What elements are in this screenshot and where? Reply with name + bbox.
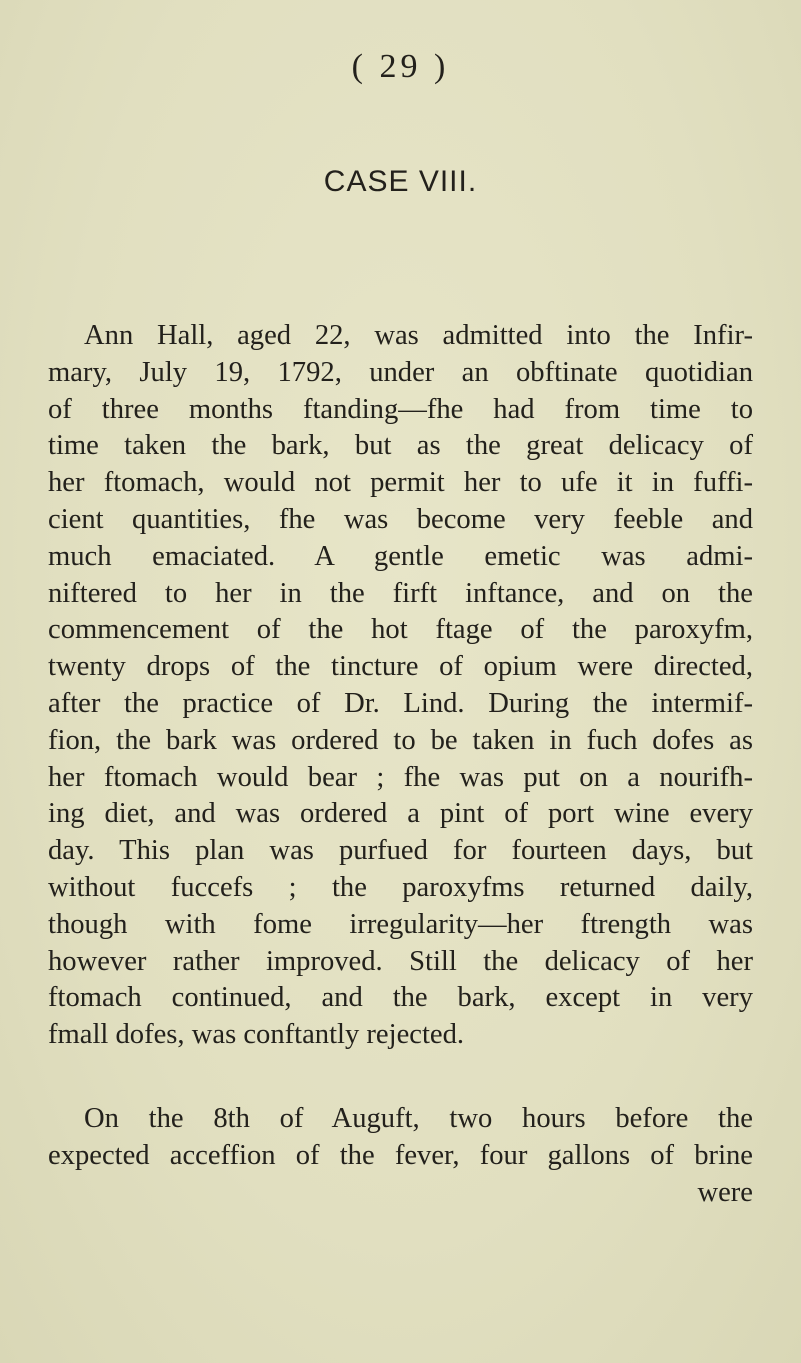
text-line: much emaciated. A gentle emetic was admi- [48,540,753,572]
text-line: time taken the bark, but as the great delicacy of [48,430,753,462]
text-line: her ftomach would bear ; fhe was put on a nourifh- [48,761,753,793]
case-heading: CASE VIII. [323,165,478,198]
text-line: however rather improved. Still the delicacy of her [48,945,753,977]
text-line: expected acceffion of the fever, four gallons of brine [48,1139,753,1171]
text-line: her ftomach, would not permit her to ufe it in fuffi- [48,467,753,499]
catchword: were [697,1176,753,1208]
text-line: fion, the bark was ordered to be taken in fuch dofes as [48,724,753,756]
text-line: twenty drops of the tincture of opium were directed, [48,651,753,683]
text-line: day. This plan was purfued for fourteen days, but [48,835,753,867]
text-line: cient quantities, fhe was become very feeble and [48,503,753,535]
text-line: without fuccefs ; the paroxyfms returned daily, [48,871,753,903]
text-line: of three months ftanding—fhe had from time to [48,393,753,425]
text-line: niftered to her in the firft inftance, and on the [48,577,753,609]
text-line: mary, July 19, 1792, under an obftinate quotidian [48,356,753,388]
paragraph-case-description [48,318,753,1054]
text-line: ing diet, and was ordered a pint of port wine every [48,798,753,830]
text-line: fmall dofes, was conftantly rejected. [48,1019,465,1051]
text-line: though with fome irregularity—her ftrength was [48,908,753,940]
text-line: commencement of the hot ftage of the paroxyfm, [48,614,753,646]
text-line: ftomach continued, and the bark, except in very [48,982,753,1014]
paragraph-treatment [48,1101,753,1211]
text-line: Ann Hall, aged 22, was admitted into the Infir- [84,320,753,351]
page-number: ( 29 ) [351,48,450,85]
text-line: On the 8th of Auguft, two hours before the [84,1103,753,1134]
text-line: after the practice of Dr. Lind. During the intermif- [48,687,753,719]
